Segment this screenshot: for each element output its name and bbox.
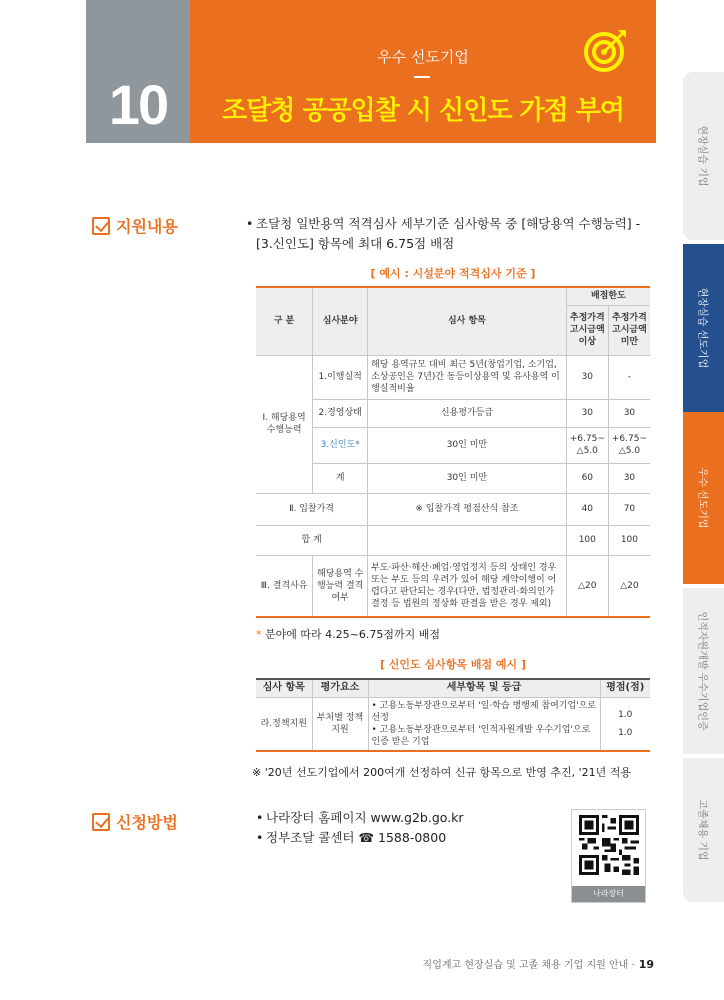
table-cell: 계: [313, 463, 368, 493]
qr-code-box[interactable]: [571, 809, 646, 903]
support-description: • 조달청 일반용역 적격심사 세부기준 심사항목 중 [해당용역 수행능력] - [3.신인도] 항목에 최대 6.75점 배점: [256, 214, 656, 254]
table-cell: 100: [608, 525, 650, 555]
section-number-box: [86, 0, 190, 143]
target-icon: [582, 26, 630, 74]
table-cell: 30: [608, 463, 650, 493]
table-cell: 30: [566, 355, 608, 399]
table-cell: Ⅱ. 입찰가격: [256, 493, 368, 525]
table-cell: 신용평가등급: [368, 399, 567, 427]
table-cell: -: [608, 355, 650, 399]
apply-website[interactable]: • 나라장터 홈페이지 www.g2b.go.kr: [256, 808, 464, 828]
side-tab-excellent-leading[interactable]: 우수 선도기업: [683, 412, 724, 584]
table-cell: [368, 697, 600, 751]
credibility-score-table: [256, 678, 650, 752]
apply-list: [256, 808, 464, 848]
score-line: 1.0: [618, 727, 633, 738]
qr-label: 나라장터: [572, 886, 645, 902]
checkbox-icon: [92, 813, 110, 831]
title-divider: [414, 76, 430, 78]
table-cell: [368, 525, 567, 555]
table1-caption: [ 예시 : 시설분야 적격심사 기준 ]: [370, 267, 536, 280]
table-cell: 70: [608, 493, 650, 525]
qr-code-icon: [579, 815, 639, 875]
side-tab-field-practice[interactable]: 현장실습 기업: [683, 72, 724, 240]
detail-line: • 고용노동부장관으로부터 '일·학습 병행제 참여기업'으로 선정: [371, 700, 597, 723]
side-tab-hrd-certification[interactable]: 인적자원개발 우수기업인증: [683, 588, 724, 754]
title-banner: [190, 0, 656, 143]
table-cell: Ⅲ. 결격사유: [256, 555, 313, 617]
header-item: 심사 항목: [368, 287, 567, 355]
detail-line: • 고용노동부장관으로부터 '인적자원개발 우수기업'으로 인증 받은 기업: [371, 724, 591, 747]
table-cell: 해당 용역규모 대비 최근 5년(창업기업, 소기업, 소상공인은 7년)간 동등이상용역 및 유사용역 이행실적비율: [368, 355, 567, 399]
apply-callcenter: • 정부조달 콜센터 ☎ 1588-0800: [256, 828, 464, 848]
evaluation-criteria-table: [256, 286, 650, 618]
table-cell: [600, 697, 650, 751]
apply-heading: 신청방법: [92, 810, 178, 833]
group-1-label: Ⅰ. 해당용역 수행능력: [256, 355, 313, 493]
header-field: 심사분야: [313, 287, 368, 355]
table-cell: △20: [566, 555, 608, 617]
table-cell: 합 계: [256, 525, 368, 555]
credibility-field: 3.신인도*: [313, 427, 368, 463]
page-footer: 직업계고 현장실습 및 고졸 채용 기업 지원 안내 · 19: [422, 958, 654, 971]
support-heading: 지원내용: [92, 214, 178, 237]
table-cell: △20: [608, 555, 650, 617]
table-cell: 부처별 정책 지원: [312, 697, 368, 751]
header-item: 심사 항목: [256, 679, 312, 697]
footnote: ※ '20년 선도기업에서 200여개 선정하여 신규 항목으로 반영 추진, '21년 적용: [252, 766, 631, 779]
header-gubun: 구 분: [256, 287, 313, 355]
table-cell: ※ 입찰가격 평점산식 참조: [368, 493, 567, 525]
table2-caption: [ 신인도 심사항목 배점 예시 ]: [379, 658, 527, 671]
page-number: 19: [638, 958, 654, 971]
table-cell: 30: [608, 399, 650, 427]
page-title: 조달청 공공입찰 시 신인도 가점 부여: [222, 96, 624, 126]
table-cell: 30인 미만: [368, 463, 567, 493]
table-cell: +6.75~ △5.0: [566, 427, 608, 463]
table-cell: 40: [566, 493, 608, 525]
header-detail: 세부항목 및 등급: [368, 679, 600, 697]
header-factor: 평가요소: [312, 679, 368, 697]
checkbox-icon: [92, 217, 110, 235]
table-cell: 라.정책지원: [256, 697, 312, 751]
table-cell: 부도·파산·해산·폐업·영업정지 등의 상태인 경우 또는 부도 등의 우려가 있어 해당 계약이행이 어렵다고 판단되는 경우(다만, 법정관리·화의인가 결정 등 법원의 정상화 판결을 받은 경우 제외): [368, 555, 567, 617]
table-cell: 30: [566, 399, 608, 427]
table-cell: 100: [566, 525, 608, 555]
credibility-note: * 분야에 따라 4.25~6.75점까지 배점: [256, 628, 440, 641]
table-cell: 30인 미만: [368, 427, 567, 463]
table-cell: 60: [566, 463, 608, 493]
header-limit: 배점한도: [566, 287, 650, 305]
section-subtitle: 우수 선도기업: [377, 48, 469, 66]
header-below: 추정가격 고시금액 미만: [608, 305, 650, 355]
table-cell: 1.이행실적: [313, 355, 368, 399]
table-cell: 해당용역 수행능력 결격여부: [313, 555, 368, 617]
side-tab-leading-company[interactable]: 현장실습 선도기업: [683, 244, 724, 412]
table-cell: 2.경영상태: [313, 399, 368, 427]
header-above: 추정가격 고시금액 이상: [566, 305, 608, 355]
score-line: 1.0: [618, 709, 633, 720]
section-number: 10: [108, 73, 168, 136]
table-cell: +6.75~ △5.0: [608, 427, 650, 463]
header-score: 평점(점): [600, 679, 650, 697]
side-tab-highschool-hiring[interactable]: 고졸채용 기업: [683, 758, 724, 902]
